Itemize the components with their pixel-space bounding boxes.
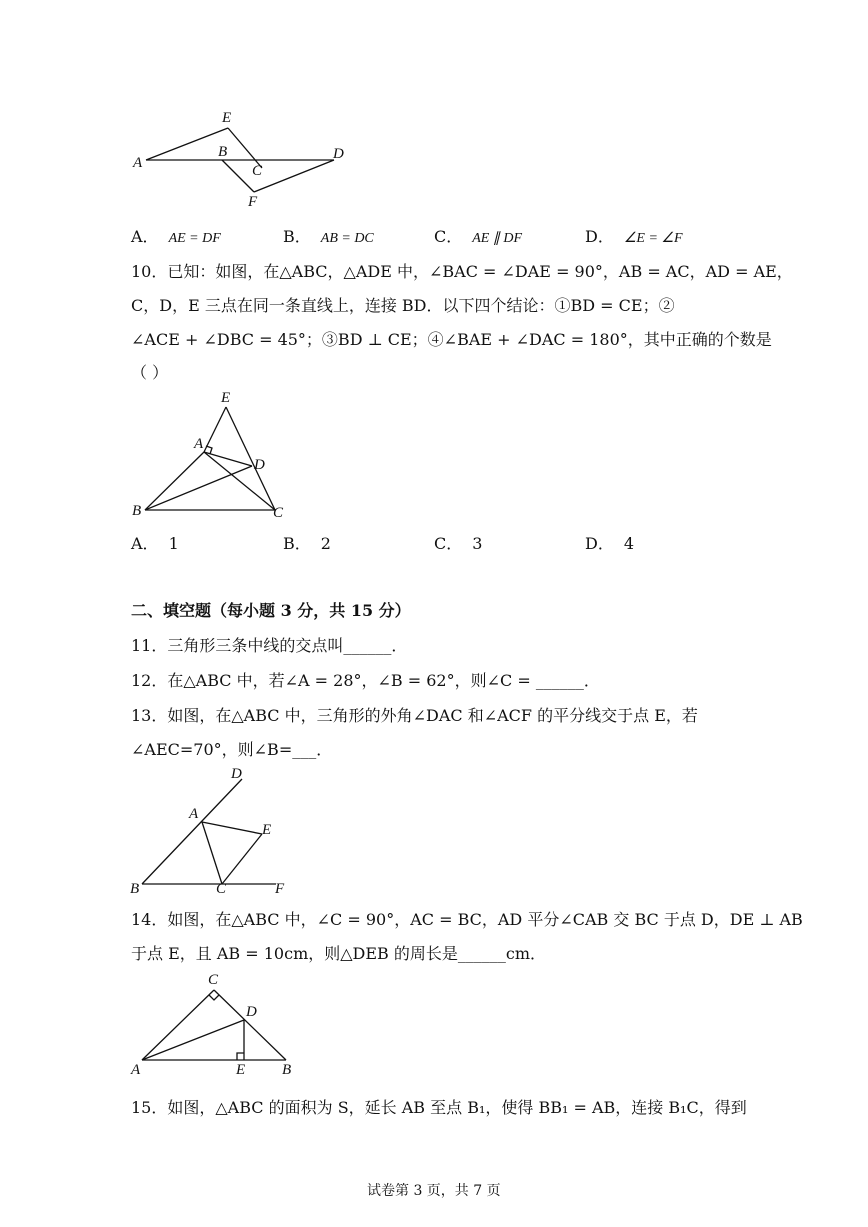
right-angle-mark-e: [237, 1053, 244, 1060]
q10-option-a[interactable]: A． 1: [131, 534, 179, 553]
q10-line-4: （ ）: [131, 363, 169, 382]
label-a: A: [189, 806, 199, 822]
section-title: 二、填空题（每小题 3 分，共 15 分）: [131, 601, 411, 620]
label-d: D: [254, 457, 265, 473]
label-e: E: [221, 390, 231, 406]
label-d: D: [333, 146, 344, 162]
option-text: AE = DF: [168, 231, 221, 246]
q13-line-1: 13．如图，在△ABC 中，三角形的外角∠DAC 和∠ACF 的平分线交于点 E，若: [131, 706, 698, 725]
q10-line-1: 10．已知：如图，在△ABC，△ADE 中，∠BAC = ∠DAE = 90°，AB = AC，AD = AE，: [131, 262, 793, 281]
q14-line-1: 14．如图，在△ABC 中，∠C = 90°，AC = BC，AD 平分∠CAB 交 BC 于点 D，DE ⊥ AB: [131, 910, 803, 929]
q12-text: 12．在△ABC 中，若∠A = 28°，∠B = 62°，则∠C = ______．: [131, 671, 600, 690]
label-c: C: [273, 505, 284, 521]
label-e: E: [262, 822, 272, 838]
label-e: E: [236, 1062, 246, 1078]
q14-line-2: 于点 E，且 AB = 10cm，则△DEB 的周长是______cm．: [131, 944, 547, 963]
label-a: A: [194, 436, 204, 452]
page-footer: 试卷第 3 页，共 7 页: [367, 1183, 501, 1199]
option-text: AB = DC: [320, 231, 374, 246]
right-angle-mark-c: [209, 995, 219, 1000]
q15-line-1: 15．如图，△ABC 的面积为 S，延长 AB 至点 B₁，使得 BB₁ = AB，连接 B₁C，得到: [131, 1098, 747, 1117]
q9-option-b[interactable]: B． AB = DC: [283, 227, 374, 246]
label-c: C: [208, 972, 219, 988]
label-c: C: [252, 163, 263, 179]
label-e: E: [222, 110, 232, 126]
label-c: C: [216, 881, 227, 897]
q10-line-2: C，D，E 三点在同一条直线上，连接 BD．以下四个结论：①BD = CE；②: [131, 296, 675, 315]
option-text: 4: [623, 534, 635, 553]
q9-option-d[interactable]: D． ∠E = ∠F: [585, 227, 683, 246]
q10-line-3: ∠ACE + ∠DBC = 45°；③BD ⊥ CE；④∠BAE + ∠DAC = 180°，其中正确的个数是: [131, 330, 772, 349]
q10-option-d[interactable]: D． 4: [585, 534, 635, 553]
q11-text: 11．三角形三条中线的交点叫______．: [131, 636, 408, 655]
label-b: B: [282, 1062, 292, 1078]
option-text: 2: [320, 534, 331, 553]
q10-option-b[interactable]: B． 2: [283, 534, 331, 553]
segment-ac: [142, 990, 214, 1060]
label-b: B: [130, 881, 140, 897]
label-d: D: [246, 1004, 257, 1020]
q9-option-a[interactable]: A． AE = DF: [131, 227, 221, 246]
option-text: AE ∥ DF: [472, 231, 523, 246]
option-text: ∠E = ∠F: [623, 231, 683, 246]
q10-option-c[interactable]: C． 3: [434, 534, 483, 553]
label-b: B: [218, 144, 228, 160]
q9-option-c[interactable]: C． AE ∥ DF: [434, 227, 523, 246]
segment-cb: [214, 990, 286, 1060]
label-a: A: [133, 155, 143, 171]
label-b: B: [132, 503, 142, 519]
label-d: D: [231, 766, 242, 782]
q13-line-2: ∠AEC=70°，则∠B=___．: [131, 740, 333, 759]
option-text: 3: [472, 534, 483, 553]
segment-ad: [142, 1020, 244, 1060]
label-f: F: [275, 881, 285, 897]
option-text: 1: [168, 534, 179, 553]
label-a: A: [131, 1062, 141, 1078]
label-f: F: [248, 194, 258, 210]
